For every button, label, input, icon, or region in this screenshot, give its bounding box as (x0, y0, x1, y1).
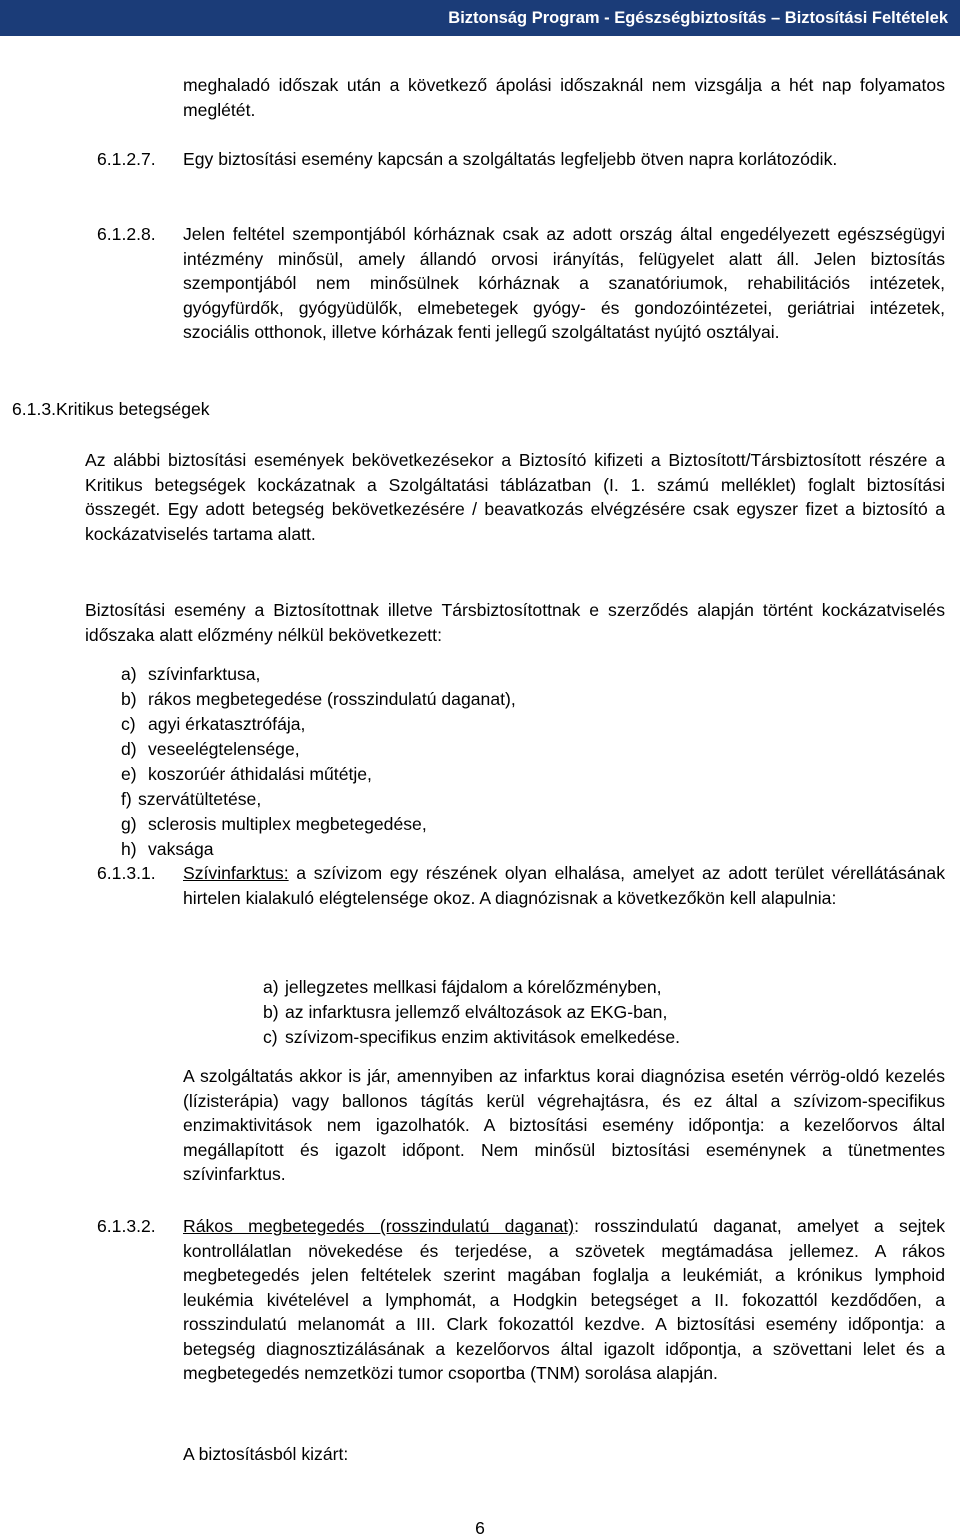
list-item: d) veseelégtelensége, (121, 739, 300, 759)
term-definition: : rosszindulatú daganat, amelyet a sejtek kontrollálatlan növekedése és terjedése, a szövetek megtámadása jellemez. A rákos megbetegedés jelen feltételek szerint magában foglalja a leukémiát, a krónikus lymphoid leukémia kivételével a lymphomát, a Hodgkin betegséget a II. fokozattól kezdődően, a rosszindulatú melanomát a III. Clark fokozattól kezdve. A biztosítási esemény időpontja: a betegség diagnosztizálásának a kezelőorvos által igazolt időpontja, a szövettani lelet és a megbetegedés nemzetközi tumor csoportba (TNM) sorolása alapján. (183, 1216, 945, 1383)
excluded-heading: A biztosításból kizárt: (183, 1444, 349, 1464)
list-item: b) rákos megbetegedése (rosszindulatú daganat), (121, 689, 516, 709)
term-heading: Szívinfarktus: (183, 863, 289, 883)
page-number: 6 (475, 1518, 485, 1538)
section-number: 6.1.3. (12, 399, 57, 419)
item-text-6-1-3-2 (183, 1214, 945, 1386)
list-item: a) jellegzetes mellkasi fájdalom a kórelőzményben, (263, 977, 662, 997)
list-item: e) koszorúér áthidalási műtétje, (121, 764, 372, 784)
intro-paragraph: meghaladó időszak után a következő ápolási időszaknál nem vizsgálja a hét nap folyamatos meglétét. (183, 75, 945, 120)
list-item: c) szívizom-specifikus enzim aktivitások emelkedése. (263, 1027, 681, 1047)
section-heading (12, 397, 210, 422)
list-item: f) szervátültetése, (121, 789, 262, 809)
list-item: a) szívinfarktusa, (121, 664, 261, 684)
term-definition: a szívizom egy részének olyan elhalása, amelyet az adott terület vérellátásának hirtelen kialakuló elégtelensége okoz. A diagnózisnak a következőkön kell alapulnia: (183, 863, 945, 908)
item-number-6-1-2-8: 6.1.2.8. (97, 224, 156, 244)
section-paragraph-1: Az alábbi biztosítási események bekövetkezésekor a Biztosító kifizeti a Biztosított/Társbiztosított részére a Kritikus betegségek kockázatnak a Szolgáltatási táblázatban (I. 1. számú melléklet) foglalt biztosítási összegét. Egy adott betegség bekövetkezésére / beavatkozás elvégzésére csak egyszer fizet a biztosító a kockázatviselés tartama alatt. (85, 450, 945, 544)
item-text-6-1-3-1 (183, 861, 945, 910)
item-paragraph-6-1-3-1: A szolgáltatás akkor is jár, amennyiben az infarktus korai diagnózisa esetén vérrög-oldó kezelés (lízisterápia) vagy ballonos tágítás kerül végrehajtásra, és ez által a szívizom-specifikus enzimaktivitások nem igazolhatók. A biztosítási esemény időpontja: a kezelőorvos által megállapított és igazolt időpont. Nem minősül biztosítási eseménynek a tünetmentes szívinfarktus. (183, 1066, 945, 1184)
item-number-6-1-3-1: 6.1.3.1. (97, 863, 156, 883)
list-item: b) az infarktusra jellemző elváltozások az EKG-ban, (263, 1002, 668, 1022)
section-title: Kritikus betegségek (56, 399, 210, 419)
item-text-6-1-2-7: Egy biztosítási esemény kapcsán a szolgáltatás legfeljebb ötven napra korlátozódik. (183, 149, 838, 169)
list-item: g) sclerosis multiplex megbetegedése, (121, 814, 427, 834)
term-heading: Rákos megbetegedés (rosszindulatú daganat) (183, 1216, 575, 1236)
item-number-6-1-2-7: 6.1.2.7. (97, 149, 156, 169)
item-number-6-1-3-2: 6.1.3.2. (97, 1216, 156, 1236)
item-text-6-1-2-8: Jelen feltétel szempontjából kórháznak csak az adott ország által engedélyezett egészségügyi intézmény minősül, amely állandó orvosi irányítás, felügyelet alatt áll. Jelen biztosítás szempontjából nem minősülnek kórháznak a szanatóriumok, rehabilitációs intézetek, gyógyfürdők, gyógyüdülők, elmebetegek gyógy- és gondozóintézetei, geriátriai intézetek, szociális otthonok, illetve kórházak fenti jellegű szolgáltatást nyújtó osztályai. (183, 224, 945, 342)
section-paragraph-2: Biztosítási esemény a Biztosítottnak illetve Társbiztosítottnak e szerződés alapján történt kockázatviselés időszaka alatt előzmény nélkül bekövetkezett: (85, 600, 945, 645)
list-item: c) agyi érkatasztrófája, (121, 714, 306, 734)
page-header: Biztonság Program - Egészségbiztosítás – Biztosítási Feltételek (0, 0, 960, 36)
list-item: h) vaksága (121, 839, 214, 859)
